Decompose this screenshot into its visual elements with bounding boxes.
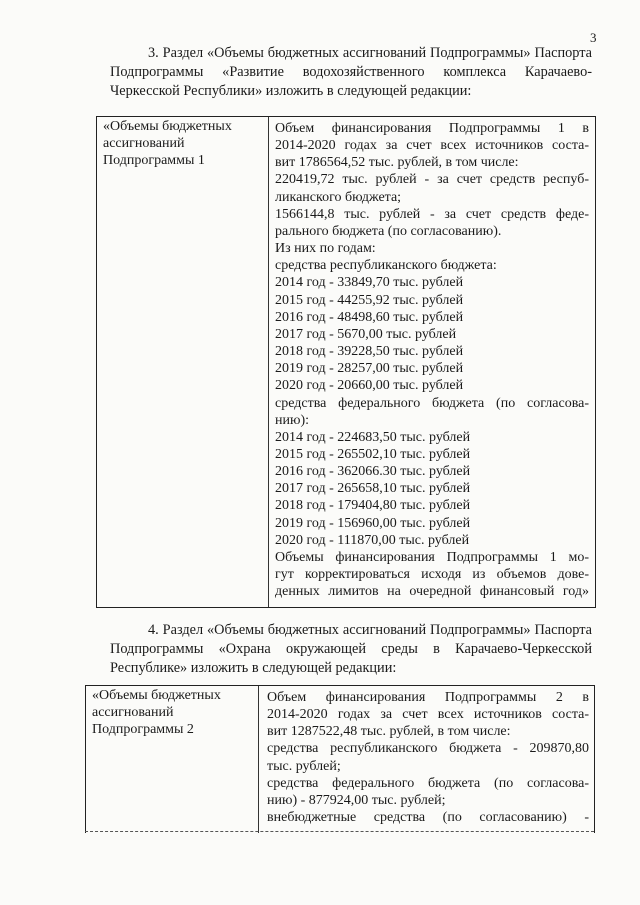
text-line: 2019 год - 156960,00 тыс. рублей (275, 515, 471, 531)
text-line: 2015 год - 265502,10 тыс. рублей (275, 446, 471, 462)
text-line: 2014-2020 годах за счет всех источников соста- (275, 138, 589, 154)
text-line: Объем финансирования Подпрограммы 2 в (267, 690, 589, 705)
table-value-cell (267, 689, 589, 833)
text-line: гут корректироваться исходя из объемов дове- (275, 567, 589, 583)
label-line: Подпрограммы 2 (92, 722, 194, 738)
text-line: средства республиканского бюджета: (275, 258, 497, 274)
text-line: 2019 год - 28257,00 тыс. рублей (275, 361, 464, 377)
text-line: вит 1786564,52 тыс. рублей, в том числе: (275, 155, 519, 171)
text-line: рального бюджета (по согласованию). (275, 223, 502, 239)
table-cut-edge (85, 831, 594, 832)
text-line: 2016 год - 48498,60 тыс. рублей (275, 309, 464, 325)
label-line: Подпрограммы 1 (103, 153, 205, 169)
text-line: вит 1287522,48 тыс. рублей, в том числе: (267, 724, 511, 740)
text-line: 2017 год - 265658,10 тыс. рублей (275, 481, 471, 497)
label-line: ассигнований (103, 136, 185, 152)
page-number: 3 (590, 30, 597, 45)
text-line: 2020 год - 111870,00 тыс. рублей (275, 532, 470, 548)
label-line: «Объемы бюджетных (103, 119, 232, 134)
text-line: 2018 год - 39228,50 тыс. рублей (275, 344, 464, 360)
text-line: внебюджетные средства (по согласованию) - (267, 810, 589, 826)
text-line: тыс. рублей; (267, 758, 341, 774)
table-value-cell (275, 120, 589, 600)
text-line: 2015 год - 44255,92 тыс. рублей (275, 292, 464, 308)
text-line: 2014 год - 224683,50 тыс. рублей (275, 429, 471, 445)
text-line: Объемы финансирования Подпрограммы 1 мо- (275, 549, 589, 565)
text-line: 1566144,8 тыс. рублей - за счет средств феде- (275, 206, 589, 222)
table-column-divider (268, 117, 269, 607)
text-line: ликанского бюджета; (275, 189, 402, 205)
section-3-table (96, 116, 596, 608)
text-line: 2018 год - 179404,80 тыс. рублей (275, 498, 471, 514)
text-line: средства федерального бюджета (по согласова- (267, 775, 589, 791)
table-label-cell (92, 687, 221, 738)
label-line: «Объемы бюджетных (92, 688, 221, 703)
text-line: денных лимитов на очередной финансовый год» (275, 584, 589, 600)
text-line: 2017 год - 5670,00 тыс. рублей (275, 326, 457, 342)
text-line: 2020 год - 20660,00 тыс. рублей (275, 378, 464, 394)
text-line: 220419,72 тыс. рублей - за счет средств респуб- (275, 172, 589, 188)
text-line: Из них по годам: (275, 241, 376, 257)
text-line: средства республиканского бюджета - 209870,80 (267, 741, 589, 757)
section-4-table (85, 685, 595, 833)
text-line: 2014-2020 годах за счет всех источников соста- (267, 707, 589, 723)
table-label-cell (103, 118, 232, 169)
text-line: нию): (275, 412, 309, 428)
text-line: средства федерального бюджета (по согласова- (275, 395, 589, 411)
table-column-divider (258, 686, 259, 833)
label-line: ассигнований (92, 705, 174, 721)
section-3-intro: 3. Раздел «Объемы бюджетных ассигнований Подпрограммы» Паспорта Подпрограммы «Развитие водохозяйственного комплекса Карачаево-Черкесской Республики» изложить в следующей редакции: (110, 45, 592, 99)
text-line: Объем финансирования Подпрограммы 1 в (275, 121, 589, 136)
section-4-intro: 4. Раздел «Объемы бюджетных ассигнований Подпрограммы» Паспорта Подпрограммы «Охрана окружающей среды в Карачаево-Черкесской Республике» изложить в следующей редакции: (110, 622, 592, 676)
text-line: нию) - 877924,00 тыс. рублей; (267, 792, 446, 808)
text-line: 2016 год - 362066.30 тыс. рублей (275, 464, 471, 480)
text-line: 2014 год - 33849,70 тыс. рублей (275, 275, 464, 291)
